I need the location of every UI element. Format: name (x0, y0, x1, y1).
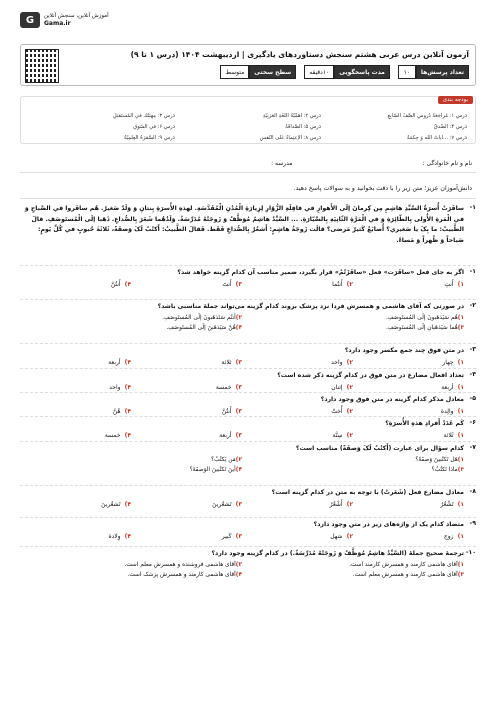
topics-badge: بودجه بندی (438, 96, 473, 104)
option-text: آقای هاشمی کارمند و همسرش معلم است. (352, 572, 458, 578)
answer-option[interactable] (20, 325, 242, 331)
answer-option[interactable] (242, 315, 464, 321)
brand-name: آموزش آنلاین، سنجش آنلاین (44, 13, 109, 19)
question-block (20, 488, 476, 508)
question-text: ترجمهٔ صحیح جملهٔ (السَّيِّدُ هاشِمٌ مُوَظَّفٌ وَ زَوجَتُهُ مُدَرِّسَةٌ.) در کدام گزینه وجود دارد؟ (211, 550, 464, 557)
passage-block (20, 204, 476, 246)
option-number: ۴) (235, 467, 242, 473)
option-number: ۴) (235, 572, 242, 578)
answer-option[interactable] (242, 432, 353, 439)
topic-item: دَرسِ ۸: الاِعتِمادُ عَلَی النَّفسِ (259, 135, 321, 141)
level-label: سطح سختی (249, 65, 296, 79)
answer-option[interactable] (242, 325, 464, 331)
option-text: أَنتِ (444, 281, 454, 288)
option-number: ۲) (346, 359, 353, 366)
topic-item: دَرسِ ۴: الصِّدقُ (433, 124, 467, 130)
option-number: ۴) (124, 408, 131, 415)
option-number: ۱) (457, 562, 464, 568)
topic-item: دَرسِ ۹: السَّفرَةُ العِلمِيَّةُ (123, 135, 175, 141)
answer-option[interactable] (242, 467, 464, 473)
option-text: أينَ تَکتُبينَ الوَصفَةَ؟ (189, 467, 236, 473)
name-label: نام و نام خانوادگی : (422, 160, 472, 167)
option-text: أربعة (441, 384, 454, 391)
question-number: ۳- (469, 346, 476, 353)
answer-option[interactable] (242, 533, 353, 540)
options (20, 457, 464, 473)
option-number: ۱) (457, 501, 464, 508)
option-number: ۴) (124, 281, 131, 288)
option-number: ۴) (124, 384, 131, 391)
passage-num: ۱- (469, 204, 476, 211)
option-text: هُم سَيَذهَبونَ إلَی المُستَوصَفِ. (386, 315, 458, 321)
answer-option[interactable] (20, 281, 131, 288)
option-text: سِتَّة (332, 432, 343, 439)
option-number: ۳) (235, 384, 242, 391)
gama-logo: G (20, 12, 40, 28)
answer-option[interactable] (242, 562, 464, 568)
passage-text: سافَرَتْ أُسرَةُ السَّيِّدِ هاشِمِ مِن کِرمانَ إلَی الأَهوازِ في قافِلَةِ الزُّوّارِ لِزِيارَةِ الْمُدُنِ الْمُقَدَّسَةِ. لهذهِ الأُسرَةِ بِنتانِ وَ وَلَدٌ صَغيرٌ. هُم سافَروا في الصَّباحِ وَ في الْمَرةِ الأُولی بِالطّائِرَةِ وَ في الْمَرَّةِ الثّانِيَةِ بِالسَّيّارَةِ. ... السَّيِّدُ هاشِمٌ مُوَظَّفٌ وَ زَوجَتُهُ مُدَرِّسَةٌ. وَلَدُهُما شَعَرَ بِالصُّداعِ. ذَهَبا إلَی الْمُستَوصَفِ. قالَ الطَّبيبُ: ما بِکَ يا صَغيري؟ أُصابَعُ کَثيرٌ مَرضی؟ قالَت زَوجَةُ هاشِمٍ: أَشعُرُ بِالصُّداعِ فَقَط. فَقالَ الطَّبيبُ: أَکتُبُ لَکَ وَصفَةً، ثَلاثَةَ حُبوبٍ في کُلِّ يَومٍ: صَباحاً وَ ظُهراً وَ مَساءً. (24, 205, 464, 244)
options (20, 384, 464, 391)
option-number: ۳) (235, 359, 242, 366)
question-text: کَم عَدَدُ أَفرادِ هذهِ الأُسرَةِ؟ (385, 420, 464, 427)
question-block (20, 346, 476, 366)
exam-meta (220, 65, 469, 79)
option-number: ۳) (457, 325, 464, 331)
answer-option[interactable] (131, 533, 242, 540)
question-text: در متن فوق چند جمع مکسر وجود دارد؟ (344, 347, 464, 354)
level-value: متوسط (220, 65, 249, 79)
question-text: متضاد کدام یک از واژه‌های زیر در متن وجود دارد؟ (313, 521, 464, 528)
answer-option[interactable] (20, 315, 242, 321)
answer-option[interactable] (242, 359, 353, 366)
option-text: أنتُم سَتَذهَبونَ إلَی المُستَوصَفِ. (162, 315, 236, 321)
option-number: ۴) (124, 533, 131, 540)
answer-option[interactable] (353, 384, 464, 391)
question-block (20, 268, 476, 288)
topic-item: دَرسِ ۳: مِهنَتُكَ في المُستَقبَلِ (112, 113, 175, 119)
option-number: ۴) (124, 359, 131, 366)
option-text: أَنتُنَّ (221, 408, 232, 415)
option-text: وِلادة (108, 533, 121, 540)
answer-option[interactable] (242, 572, 464, 578)
answer-option[interactable] (353, 432, 464, 439)
option-text: أَنتُنَّ (110, 281, 121, 288)
option-number: ۲) (346, 432, 353, 439)
options (20, 501, 464, 508)
intro-text: دانش‌آموزان عزیز؛ متن زیر را با دقت بخوانید و به سوالات پاسخ دهید. (293, 185, 472, 192)
topic-item: دَرسِ ۲: أَهَمِّيَّةُ اللُّغَةِ العَرَبِيَّةِ (262, 113, 321, 119)
question-number: ۷- (469, 444, 476, 451)
option-number: ۴) (124, 501, 131, 508)
options (20, 533, 464, 540)
options (20, 281, 464, 288)
question-block (20, 302, 476, 331)
answer-option[interactable] (131, 281, 242, 288)
topics-grid (29, 113, 467, 141)
question-block (20, 395, 476, 415)
option-number: ۳) (235, 432, 242, 439)
option-number: ۱) (457, 533, 464, 540)
option-text: خمسة (104, 432, 121, 439)
exam-header (20, 10, 476, 92)
question-number: ۲- (469, 302, 476, 309)
option-text: ماذا تَکتُبُ؟ (431, 467, 458, 473)
question-block (20, 549, 476, 578)
title-box (20, 44, 476, 86)
question-block (20, 419, 476, 439)
time-value: ۱۰دقیقه (304, 65, 334, 79)
option-text: تَشعُرينَ (212, 501, 232, 508)
topic-item: دَرسِ ۵: الصَّداقَةُ (285, 124, 321, 130)
student-info (24, 160, 472, 167)
question-number: ۱۰- (465, 549, 476, 556)
option-number: ۲) (346, 501, 353, 508)
option-number: ۱) (457, 315, 464, 321)
option-text: سَهل (330, 533, 343, 540)
option-text: آقای هاشمی کارمند و همسرش کارمند است. (349, 562, 458, 568)
question-text: در صورتی که آقای هاشمی و همسرش فردا نزد پزشک بروند کدام گزینه می‌تواند جملهٔ مناسبی باشد؟ (157, 303, 464, 310)
answer-option[interactable] (20, 501, 131, 508)
question-block (20, 444, 476, 473)
option-number: ۱) (457, 384, 464, 391)
answer-option[interactable] (20, 457, 242, 463)
answer-option[interactable] (353, 408, 464, 415)
option-text: أربعة (219, 432, 232, 439)
option-text: أَنتَ (222, 281, 232, 288)
question-text: تعداد افعال مضارع در متن فوق در کدام گزینه ذکر شده است؟ (277, 372, 464, 379)
question-number: ۱- (469, 268, 476, 275)
topic-item: دَرسِ ۱: مُراجَعَةُ دُروسِ الصَّفِّ السّابِعِ (387, 113, 467, 119)
option-text: واحد (109, 384, 121, 391)
exam-title: آزمون آنلاین درس عربی هشتم سنجش دستاوردهای یادگیری | اردیبهشت ۱۴۰۴ (درس ۱ تا ۹) (130, 50, 469, 59)
option-number: ۲) (235, 562, 242, 568)
option-text: هُما سَيَذهَبانِ إلَی المُستَوصَفِ. (385, 325, 458, 331)
count-label: تعداد پرسش‌ها (416, 65, 469, 79)
option-text: تَشعُرينَ (101, 501, 121, 508)
answer-option[interactable] (353, 281, 464, 288)
brand (20, 12, 109, 28)
answer-option[interactable] (20, 384, 131, 391)
answer-option[interactable] (20, 467, 242, 473)
option-number: ۲) (235, 457, 242, 463)
option-number: ۳) (235, 501, 242, 508)
option-text: تَشْعُرُ (440, 501, 454, 508)
option-number: ۳) (235, 281, 242, 288)
question-text: معادل مضارع فعل (شَعَرتُ) با توجه به متن در کدام گزینه است؟ (271, 489, 464, 496)
option-number: ۱) (457, 359, 464, 366)
answer-option[interactable] (353, 533, 464, 540)
brand-text (44, 12, 109, 28)
option-number: ۳) (235, 408, 242, 415)
option-number: ۲) (346, 384, 353, 391)
option-text: أُختٌ (331, 408, 343, 415)
answer-option[interactable] (20, 533, 131, 540)
options (20, 562, 464, 578)
question-text: اگر به جای فعل «سافَرَت» فعل «سافَرْتُمْ» قرار بگیرد، ضمیر مناسب آن کدام گزینه خواهد شد؟ (177, 269, 464, 276)
answer-option[interactable] (242, 384, 353, 391)
option-text: ثَلاثة (443, 432, 454, 439)
option-text: چهار (442, 359, 454, 366)
option-number: ۲) (346, 281, 353, 288)
question-text: معادل مذکر کدام گزینه در متن فوق وجود دارد؟ (320, 396, 464, 403)
answer-option[interactable] (353, 501, 464, 508)
option-text: واحد (331, 359, 343, 366)
options (20, 315, 464, 331)
option-text: أربعة (108, 359, 121, 366)
option-number: ۱) (457, 457, 464, 463)
answer-option[interactable] (131, 359, 242, 366)
option-text: کَبير (221, 533, 232, 540)
option-number: ۱) (457, 432, 464, 439)
answer-option[interactable] (131, 501, 242, 508)
option-text: زوج (443, 533, 454, 540)
question-number: ۹- (469, 520, 476, 527)
option-text: آقای هاشمی کارمند و همسرش پزشک است. (127, 572, 236, 578)
answer-option[interactable] (20, 572, 242, 578)
question-number: ۴- (469, 371, 476, 378)
option-text: خمسة (215, 384, 232, 391)
answer-option[interactable] (131, 408, 242, 415)
question-text: کدام سؤال برای عبارت (أَکتُبُ لَکَ وَصفَةً) مناسب است؟ (295, 445, 464, 452)
question-block (20, 371, 476, 391)
questions-area (20, 204, 476, 692)
answer-option[interactable] (242, 457, 464, 463)
option-text: آقای هاشمی فروشنده و همسرش معلم است. (124, 562, 236, 568)
question-block (20, 520, 476, 540)
topics-box (20, 96, 476, 144)
option-number: ۱) (457, 408, 464, 415)
question-number: ۶- (469, 419, 476, 426)
question-number: ۸- (469, 488, 476, 495)
answer-option[interactable] (20, 408, 131, 415)
option-text: أَنتُما (332, 281, 343, 288)
answer-option[interactable] (242, 281, 353, 288)
option-text: ثلاثة (221, 359, 232, 366)
option-number: ۴) (124, 432, 131, 439)
school-label: مدرسه : (271, 160, 293, 167)
option-text: هَل تَکتُبينَ وَصفَةً؟ (415, 457, 458, 463)
option-number: ۴) (235, 325, 242, 331)
answer-option[interactable] (131, 384, 242, 391)
answer-option[interactable] (20, 432, 131, 439)
time-label: مدت پاسخگویی (334, 65, 390, 79)
question-number: ۵- (469, 395, 476, 402)
brand-site[interactable]: Gama.ir (44, 20, 71, 27)
option-text: إثنان (331, 384, 343, 391)
answer-option[interactable] (242, 501, 353, 508)
option-number: ۱) (457, 281, 464, 288)
option-text: هُنَّ (112, 408, 121, 415)
topic-item: دَرسِ ۶: في السّوقِ (133, 124, 175, 130)
count-value: ۱۰ (398, 65, 416, 79)
option-text: هُنَّ سَيَذهَبنَ إلَی المُستَوصَفِ. (166, 325, 236, 331)
option-number: ۳) (235, 533, 242, 540)
option-text: مَن يَکتُبُ؟ (211, 457, 236, 463)
options (20, 432, 464, 439)
options (20, 359, 464, 366)
answer-option[interactable] (353, 359, 464, 366)
answer-option[interactable] (242, 408, 353, 415)
option-text: أَشْعُرُ (329, 501, 343, 508)
option-number: ۲) (346, 408, 353, 415)
options (20, 408, 464, 415)
option-number: ۳) (457, 467, 464, 473)
option-number: ۲) (346, 533, 353, 540)
topic-item: دَرسِ ۷: ...آیاتُ الله وَ حِکمَةٌ (406, 135, 467, 141)
answer-option[interactable] (131, 432, 242, 439)
option-number: ۳) (457, 572, 464, 578)
option-number: ۲) (235, 315, 242, 321)
answer-option[interactable] (20, 359, 131, 366)
option-text: والِدة (440, 408, 454, 415)
qr-code-icon[interactable] (25, 49, 59, 83)
answer-option[interactable] (20, 562, 242, 568)
